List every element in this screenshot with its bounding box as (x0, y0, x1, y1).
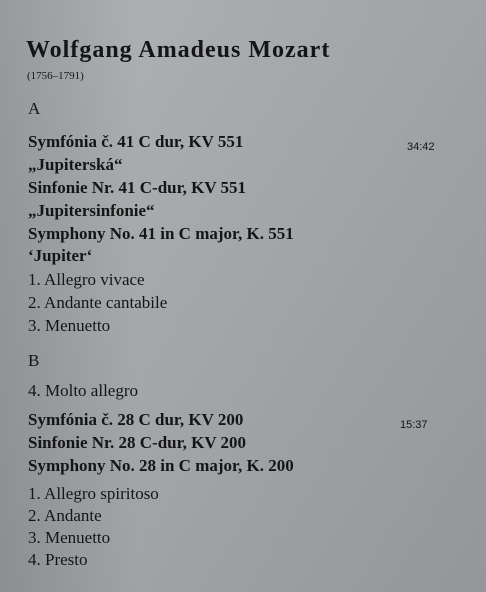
side-b-movement-1: 1. Allegro spiritoso (28, 484, 159, 503)
side-a-nickname-english: ‘Jupiter‘ (28, 246, 93, 265)
side-b-title-slovak: Symfónia č. 28 C dur, KV 200 (28, 410, 244, 429)
side-a-title-english: Symphony No. 41 in C major, K. 551 (28, 224, 294, 243)
side-a-nickname-slovak: „Jupiterská“ (28, 155, 123, 174)
side-b-movement-4: 4. Presto (28, 550, 88, 569)
side-b-label: B (28, 351, 40, 370)
side-a-nickname-german: „Jupitersinfonie“ (28, 201, 155, 220)
side-a-movement-2: 2. Andante cantabile (28, 293, 168, 312)
side-b-title-german: Sinfonie Nr. 28 C-dur, KV 200 (28, 433, 247, 452)
side-b-movement-3: 3. Menuetto (28, 528, 111, 547)
side-b-movement-2: 2. Andante (28, 506, 102, 525)
composer-name: Wolfgang Amadeus Mozart (26, 37, 331, 63)
side-b-title-english: Symphony No. 28 in C major, K. 200 (28, 456, 294, 475)
side-a-title-german: Sinfonie Nr. 41 C-dur, KV 551 (28, 178, 247, 197)
side-a-movement-1: 1. Allegro vivace (28, 270, 145, 289)
side-a-label: A (28, 99, 41, 118)
side-a-title-slovak: Symfónia č. 41 C dur, KV 551 (28, 132, 244, 151)
side-b-duration: 15:37 (400, 419, 428, 431)
side-a-movement-3: 3. Menuetto (28, 316, 111, 335)
side-a-duration: 34:42 (407, 141, 435, 153)
side-b-continued-movement: 4. Molto allegro (28, 381, 139, 400)
composer-lifespan: (1756–1791) (27, 70, 84, 82)
